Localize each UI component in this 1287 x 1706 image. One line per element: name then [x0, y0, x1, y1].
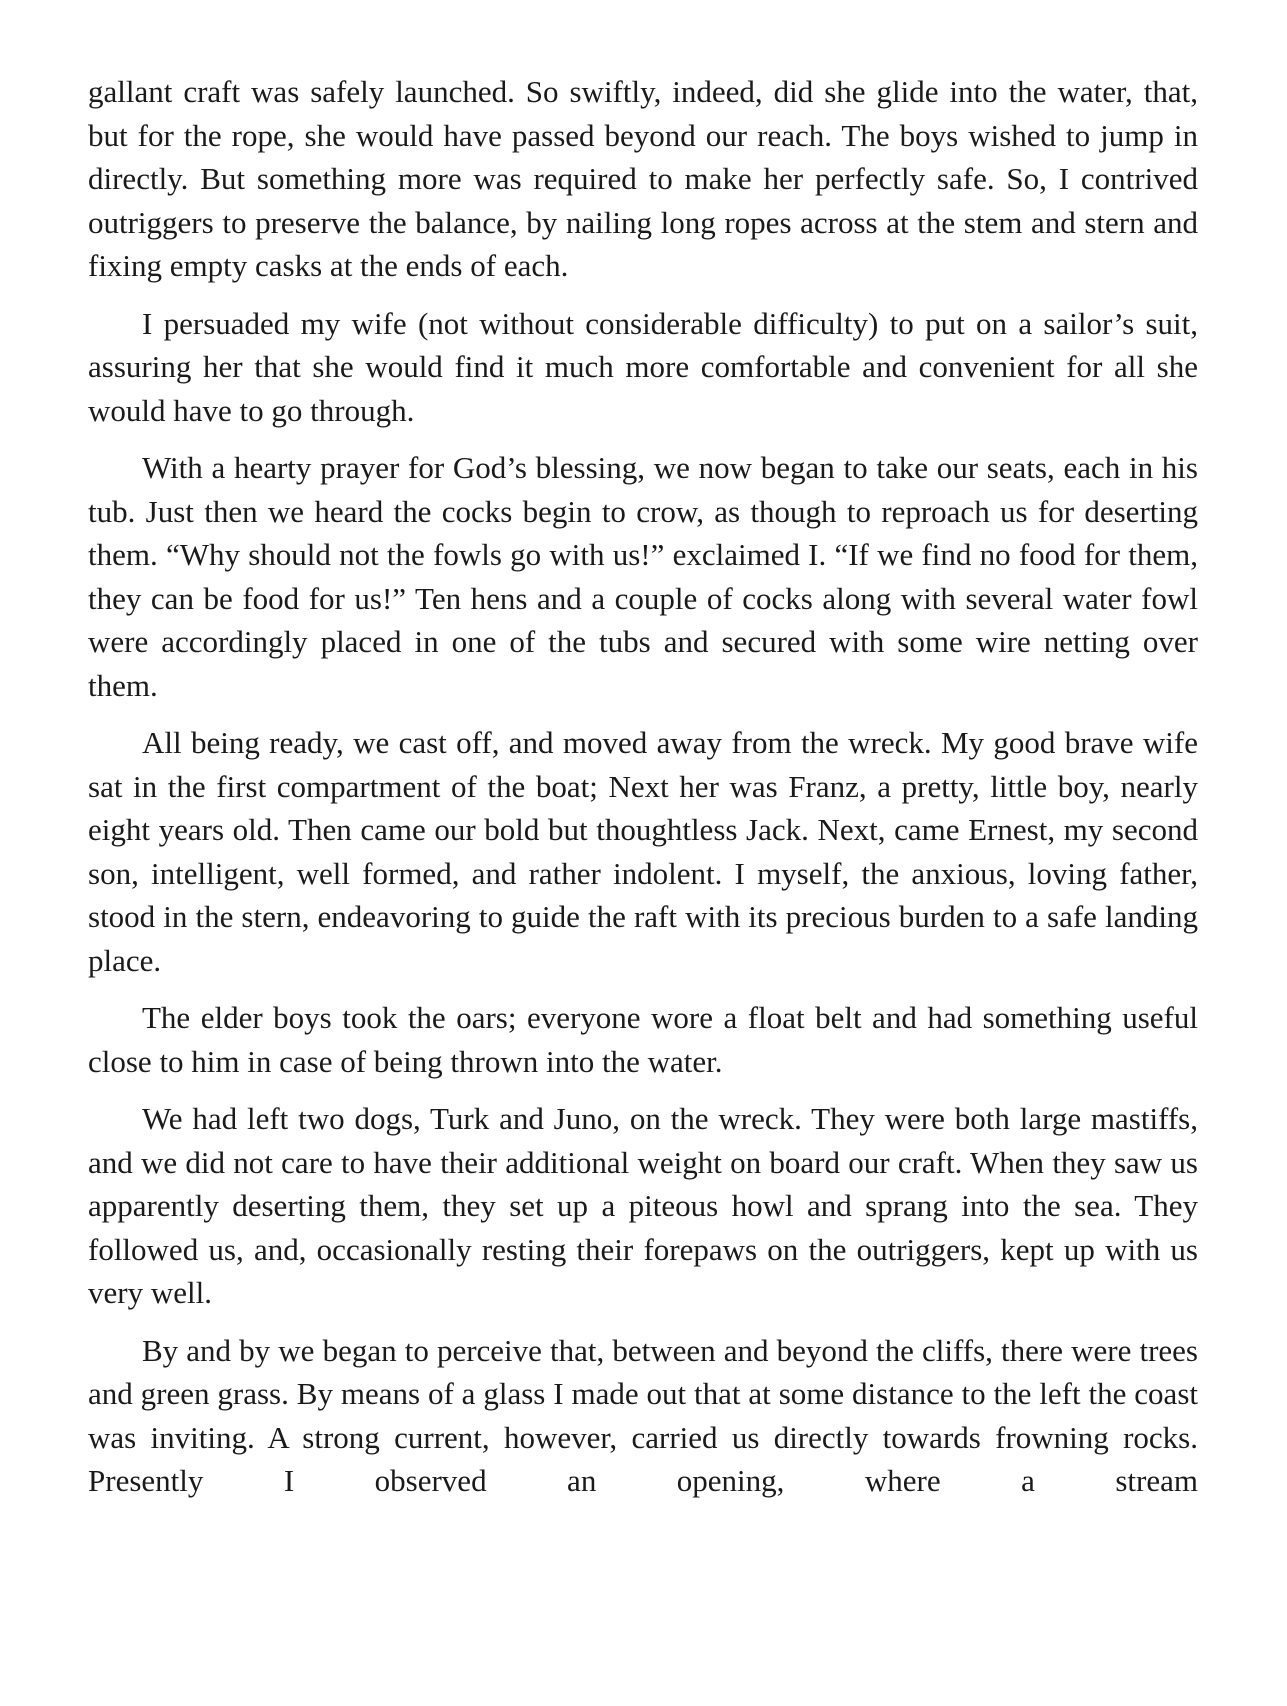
paragraph-oars: The elder boys took the oars; everyone wore a float belt and had something useful close to him in case of being thrown into the water. — [88, 1000, 1198, 1079]
paragraph-dogs: We had left two dogs, Turk and Juno, on the wreck. They were both large mastiffs, and we did not care to have their additional weight on board our craft. When they saw us apparently deserting them, they set up a piteous howl and sprang into the sea. They followed us, and, occasionally resting their forepaws on the outriggers, kept up with us very well. — [88, 1101, 1198, 1310]
paragraph-coast: By and by we began to perceive that, between and beyond the cliffs, there were trees and green grass. By means of a glass I made out that at some distance to the left the coast was inviting. A strong current, however, carried us directly towards frowning rocks. Presently I observed an opening, where a stream — [88, 1332, 1198, 1498]
paragraph-fowls: With a hearty prayer for God’s blessing, we now began to take our seats, each in his tub. Just then we heard the cocks begin to crow, as though to reproach us for deserting them. “Why should not the fowls go with us!” exclaimed I. “If we find no food for them, they can be food for us!” Ten hens and a couple of cocks along with several water fowl were accordingly placed in one of the tubs and secured with some wire netting over them. — [88, 450, 1198, 703]
document-page — [88, 70, 1198, 1517]
paragraph-family-seating: All being ready, we cast off, and moved away from the wreck. My good brave wife sat in the first compartment of the boat; Next her was Franz, a pretty, little boy, nearly eight years old. Then came our bold but thoughtless Jack. Next, came Ernest, my second son, intelligent, well formed, and rather indolent. I myself, the anxious, loving father, stood in the stern, endeavoring to guide the raft with its precious burden to a safe landing place. — [88, 725, 1198, 978]
paragraph-launch: gallant craft was safely launched. So swiftly, indeed, did she glide into the water, that, but for the rope, she would have passed beyond our reach. The boys wished to jump in directly. But something more was required to make her perfectly safe. So, I contrived outriggers to preserve the balance, by nailing long ropes across at the stem and stern and fixing empty casks at the ends of each. — [88, 74, 1198, 283]
paragraph-sailor-suit: I persuaded my wife (not without considerable difficulty) to put on a sailor’s suit, assuring her that she would find it much more comfortable and convenient for all she would have to go through. — [88, 305, 1198, 428]
